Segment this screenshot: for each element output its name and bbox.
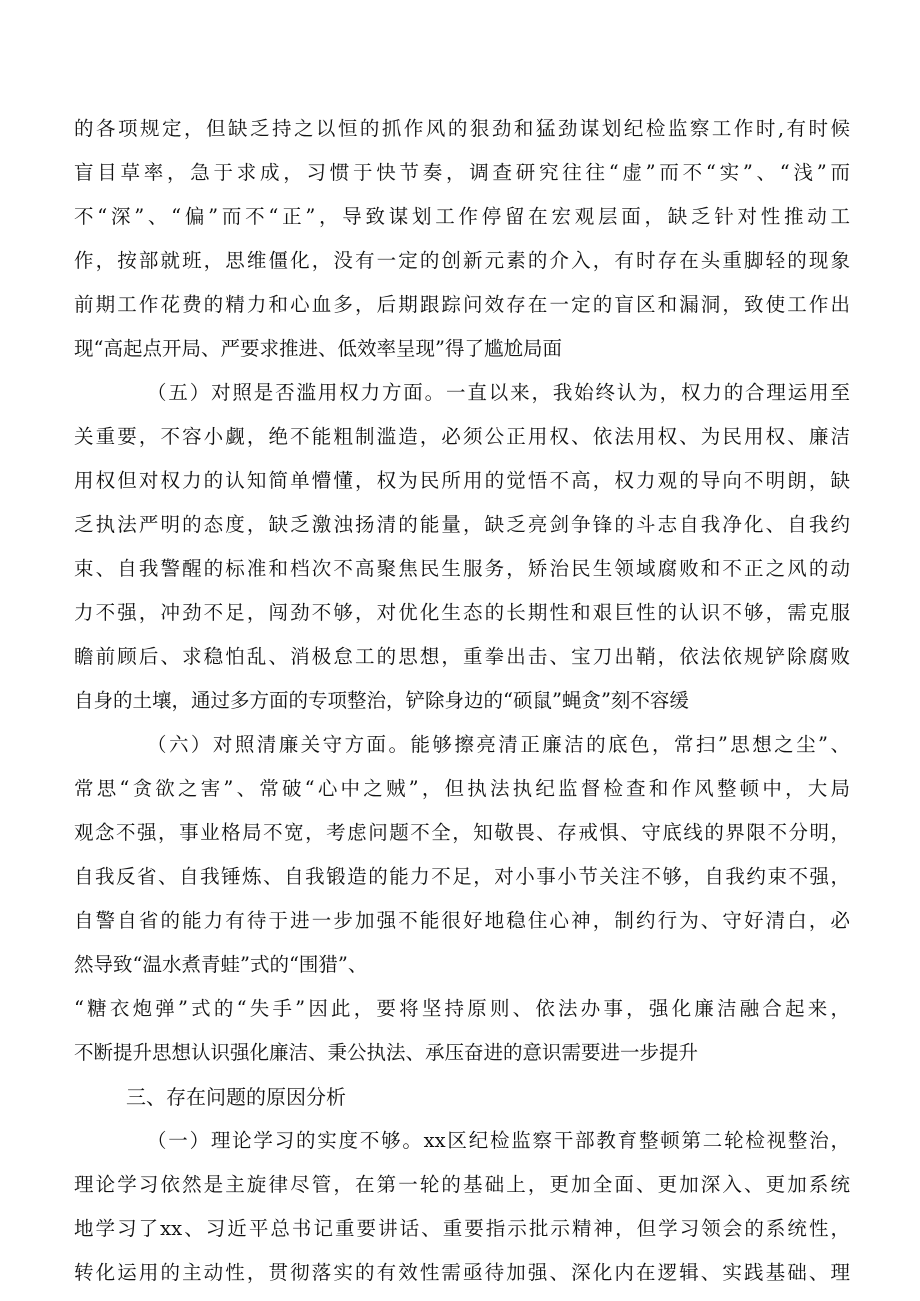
text-line: 前期工作花费的精力和心血多，后期跟踪问效存在一定的盲区和漏洞，致使工作出 xyxy=(74,293,850,316)
text-line: 瞻前顾后、求稳怕乱、消极怠工的思想，重拳出击、宝刀出鞘，依法依规铲除腐败 xyxy=(74,645,850,668)
text-line: “糖衣炮弹”式的“失手”因此，要将坚持原则、依法办事，强化廉洁融合起来， xyxy=(74,997,850,1020)
text-line: 作，按部就班，思维僵化，没有一定的创新元素的介入，有时存在头重脚轻的现象 xyxy=(74,249,850,272)
text-line: 自身的土壤，通过多方面的专项整治，铲除身边的“硕鼠”蝇贪”刻不容缓 xyxy=(74,689,689,712)
text-line: （五）对照是否滥用权力方面。一直以来，我始终认为，权力的合理运用至 xyxy=(147,381,850,404)
text-line: 常思“贪欲之害”、常破“心中之贼”，但执法执纪监督检查和作风整顿中，大局 xyxy=(74,777,850,800)
text-line: 理论学习依然是主旋律尽管，在第一轮的基础上，更加全面、更加深入、更加系统 xyxy=(74,1173,850,1196)
text-line: 自我反省、自我锤炼、自我锻造的能力不足，对小事小节关注不够，自我约束不强， xyxy=(74,865,850,888)
section-heading: 三、存在问题的原因分析 xyxy=(126,1085,346,1109)
text-line: （一）理论学习的实度不够。xx区纪检监察干部教育整顿第二轮检视整治， xyxy=(147,1129,850,1152)
text-line: 转化运用的主动性，贯彻落实的有效性需亟待加强、深化内在逻辑、实践基础、理 xyxy=(74,1261,850,1284)
text-line: 现“高起点开局、严要求推进、低效率呈现”得了尴尬局面 xyxy=(74,337,562,360)
text-line: 关重要，不容小觑，绝不能粗制滥造，必须公正用权、依法用权、为民用权、廉洁 xyxy=(74,425,850,448)
text-line: 地学习了xx、习近平总书记重要讲话、重要指示批示精神，但学习领会的系统性， xyxy=(74,1217,850,1240)
text-line: 盲目草率，急于求成，习惯于快节奏，调查研究往往“虚”而不“实”、“浅”而 xyxy=(74,161,850,184)
text-line: （六）对照清廉关守方面。能够擦亮清正廉洁的底色，常扫”思想之尘”、 xyxy=(147,733,850,756)
text-line: 然导致“温水煮青蛙”式的“围猎”、 xyxy=(74,953,368,976)
text-line: 束、自我警醒的标准和档次不高聚焦民生服务，矫治民生领域腐败和不正之风的动 xyxy=(74,557,850,580)
text-line: 乏执法严明的态度，缺乏激浊扬清的能量，缺乏亮剑争锋的斗志自我净化、自我约 xyxy=(74,513,850,536)
text-line: 不断提升思想认识强化廉洁、秉公执法、承压奋进的意识需要进一步提升 xyxy=(74,1041,699,1064)
text-line: 的各项规定，但缺乏持之以恒的抓作风的狠劲和猛劲谋划纪检监察工作时,有时候 xyxy=(74,117,850,140)
text-line: 观念不强，事业格局不宽，考虑问题不全，知敬畏、存戒惧、守底线的界限不分明， xyxy=(74,821,850,844)
text-line: 用权但对权力的认知简单懵懂，权为民所用的觉悟不高，权力观的导向不明朗，缺 xyxy=(74,469,850,492)
text-line: 力不强，冲劲不足，闯劲不够，对优化生态的长期性和艰巨性的认识不够，需克服 xyxy=(74,601,850,624)
text-line: 不“深”、“偏”而不“正”，导致谋划工作停留在宏观层面，缺乏针对性推动工 xyxy=(74,205,850,228)
text-line: 自警自省的能力有待于进一步加强不能很好地稳住心神，制约行为、守好清白，必 xyxy=(74,909,850,932)
